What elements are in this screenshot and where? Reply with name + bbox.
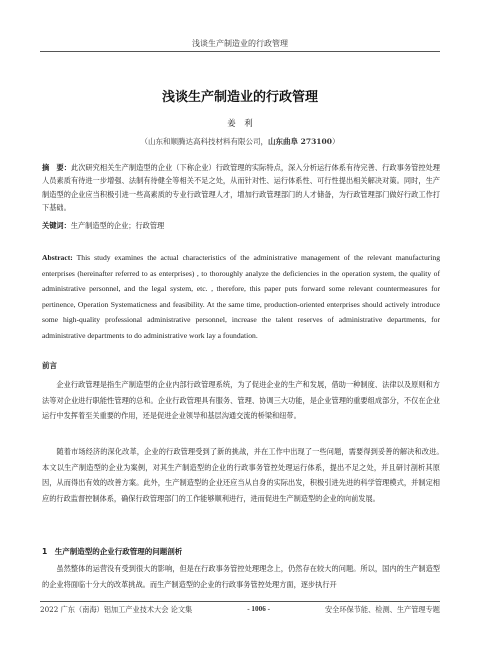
preface-paragraph-2	[42, 444, 448, 506]
section-1-paragraph	[42, 561, 440, 592]
affiliation-prefix: （山东和顺腾达高科技材料有限公司，	[140, 137, 269, 146]
author: 姜 利	[227, 119, 253, 129]
preface-heading: 前言	[42, 361, 57, 370]
section-1-heading: 1 生产制造型的企业行政管理的问题剖析	[42, 547, 183, 556]
paragraph-text: 企业行政管理是指生产制造型的企业内部行政管理系统，为了促进企业的生产和发展，借助一种制度、法律以及原则和方法等对企业进行职能性管理的总和。企业行政管理具有服务、管理、协调三大功能，是企业管理的重要组成部分，不仅在企业运行中发挥着至关重要的作用，还是促进企业领导和基层沟通交流的桥梁和纽带。	[42, 380, 440, 421]
page-number: - 1006 -	[247, 605, 270, 613]
abstract-cn	[42, 161, 440, 215]
keywords-cn	[42, 219, 440, 232]
header-rule	[40, 51, 440, 52]
footer-proceedings: 2022 广东（南海）铝加工产业技术大会 论文集	[40, 605, 193, 614]
running-head: 浅谈生产制造业的行政管理	[192, 39, 288, 48]
affiliation-location: 山东曲阜 273100	[268, 137, 332, 146]
paper-title: 浅谈生产制造业的行政管理	[161, 90, 318, 105]
footer-topic: 安全环保节能、检测、生产管理专题	[324, 605, 440, 614]
abstract-en	[42, 250, 440, 344]
abstract-cn-text: 此次研究相关生产制造型的企业（下称企业）行政管理的实际特点，深入分析运行体系有待完善、行政事务管控处理人员素质有待进一步增强、法制有待健全等相关不足之处，从而针对性、运行体系性、可行性提出相关解决对策。同时，生产制造型的企业应当积极引进一些高素质的专业行政管理人才，增加行政管理部门的人才储备，为行政管理部门做好行政工作打下基础。	[42, 163, 440, 213]
preface-paragraph-1	[42, 377, 440, 424]
paragraph-text: 随着市场经济的深化改革，企业的行政管理受到了新的挑战，并在工作中出现了一些问题，需要得到妥善的解决和改进。 本文以生产制造型的企业为案例，对其生产制造型的企业的行政事务管控处理运行体系，提出不足之处，并且研讨剖析其原因，从而得出有效的改善方案。此外，生产制造型的企业还应当从自身的实际出发，积极引进先进的科学管理模式，并制定相应的行政监督控制体系，确保行政管理部门的工作能够顺利进行，进而促进生产制造型的企业的向前发展。	[42, 447, 448, 503]
affiliation-suffix: ）	[331, 137, 340, 146]
footer-rule	[40, 601, 440, 602]
paragraph-text: 虽然整体的运营没有受到很大的影响，但是在行政事务管控处理理念上，仍然存在较大的问题。所以，国内的生产制造型的企业将面临十分大的改革挑战。而生产制造型的企业的行政事务管控处理方面，逐步执行开	[42, 564, 440, 589]
abstract-en-label: Abstract:	[42, 253, 73, 262]
abstract-en-text: This study examines the actual characteristics of the administrative management of the relevant manufacturing enterprises (hereinafter referred to as enterprises) , to thoroughly analyze the deficiencies in the operation system, the quality of administrative personnel, and the legal system, etc. , therefore, this paper puts forward some relevant countermeasures for pertinence, Operation Systematicness and feasibility. At the same time, production-oriented enterprises should actively introduce some high-quality professional administrative personnel, increase the talent reserves of administrative departments, for administrative departments to do administrative work lay a foundation.	[42, 253, 440, 340]
abstract-cn-label: 摘 要：	[42, 163, 71, 172]
keywords-cn-text: 生产制造型的企业；行政管理	[70, 221, 165, 230]
page-footer	[40, 605, 440, 615]
keywords-cn-label: 关键词：	[42, 221, 71, 230]
affiliation	[0, 136, 480, 147]
